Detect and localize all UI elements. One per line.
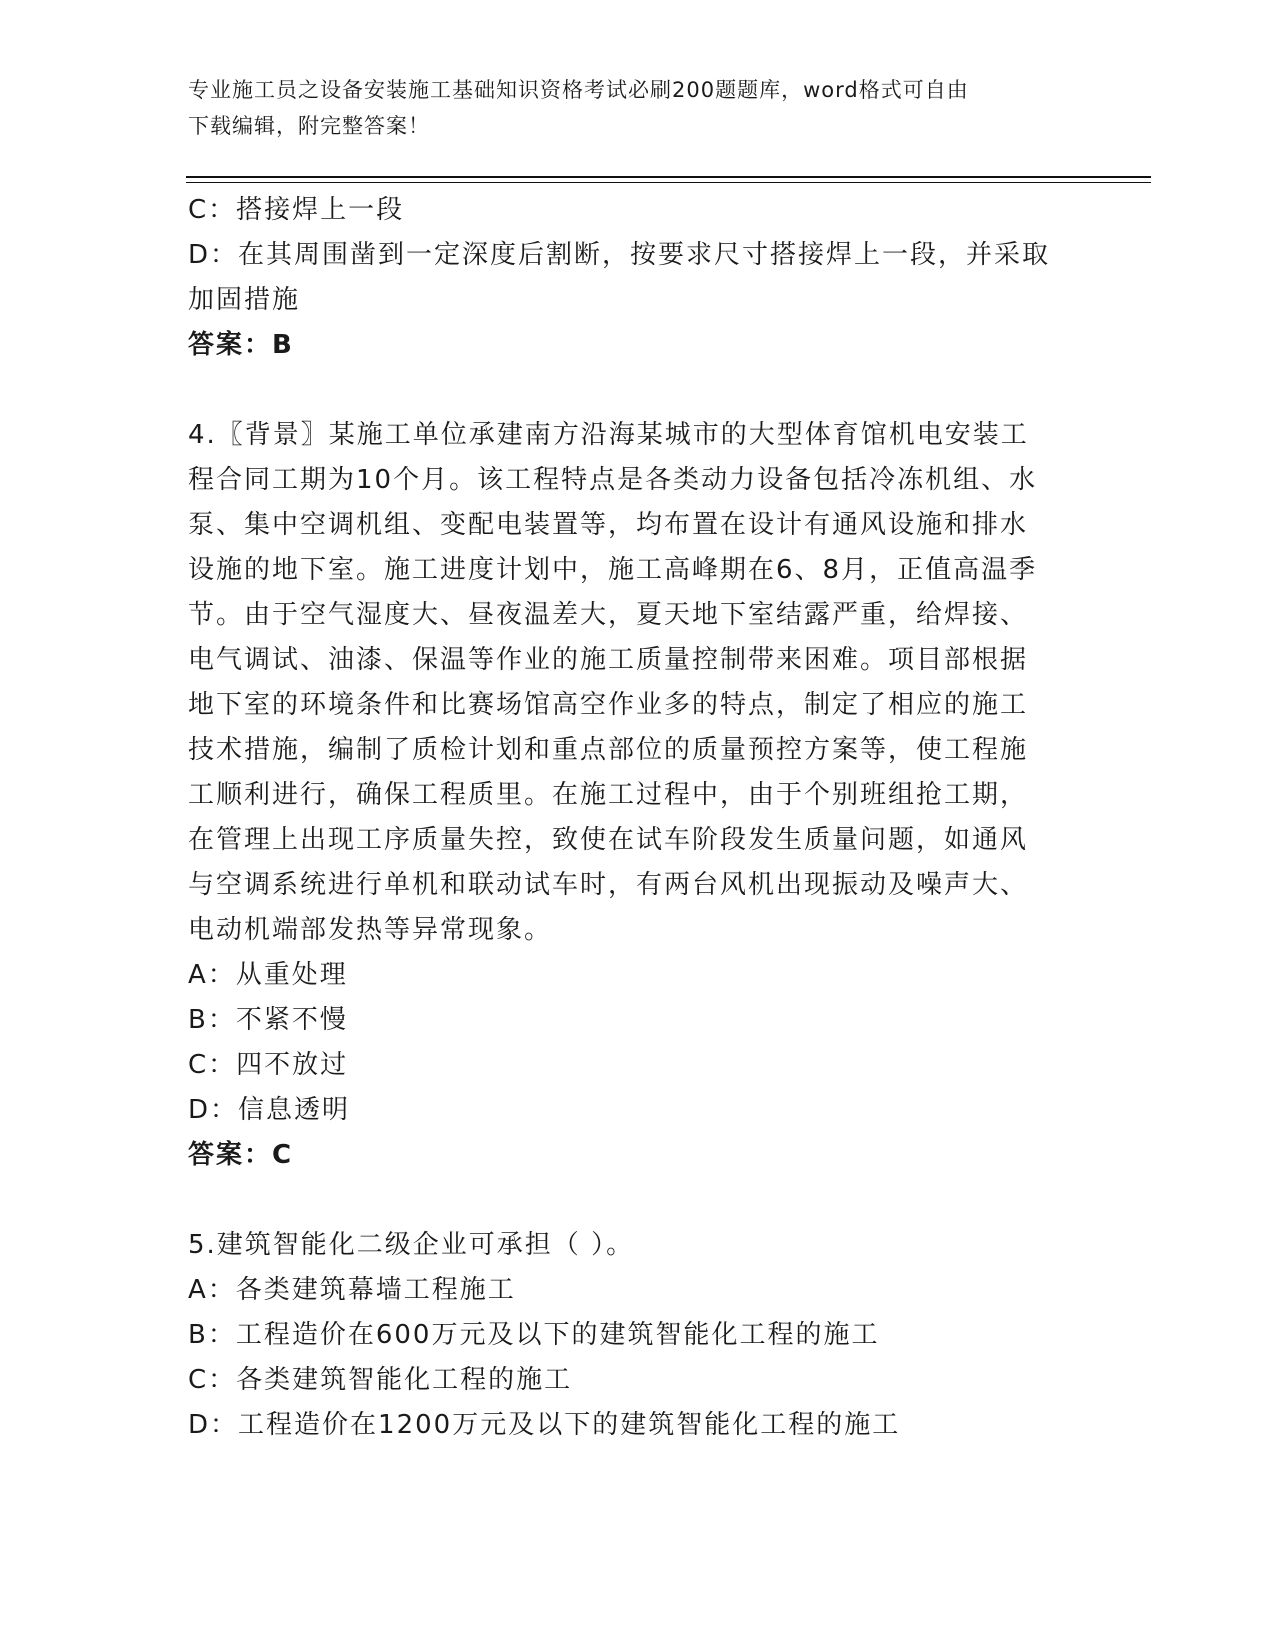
q5-option-d: D：工程造价在1200万元及以下的建筑智能化工程的施工 (188, 1410, 901, 1440)
q3-option-d-line-2: 加固措施 (188, 285, 301, 315)
q4-answer: 答案：C (188, 1140, 294, 1170)
q4-option-d: D：信息透明 (188, 1095, 351, 1125)
question-4 (188, 413, 1068, 1178)
q3-option-d-line-1: D：在其周围凿到一定深度后割断，按要求尺寸搭接焊上一段，并采取 (188, 240, 1051, 270)
header-divider-thick (186, 176, 1151, 178)
q4-stem-line: 电动机端部发热等异常现象。 (188, 915, 553, 945)
q4-stem-line: 地下室的环境条件和比赛场馆高空作业多的特点，制定了相应的施工 (188, 690, 1029, 720)
question-3-tail (188, 188, 1068, 368)
q4-stem-line: 在管理上出现工序质量失控，致使在试车阶段发生质量问题，如通风 (188, 825, 1029, 855)
q4-stem-line: 泵、集中空调机组、变配电装置等，均布置在设计有通风设施和排水 (188, 510, 1029, 540)
q4-stem-line: 技术措施，编制了质检计划和重点部位的质量预控方案等，使工程施 (188, 735, 1029, 765)
page-header (188, 72, 1068, 144)
q4-stem-line: 程合同工期为10个月。该工程特点是各类动力设备包括冷冻机组、水 (188, 465, 1038, 495)
q3-answer: 答案：B (188, 330, 294, 360)
q4-stem-line: 工顺利进行，确保工程质里。在施工过程中，由于个别班组抢工期， (188, 780, 1029, 810)
q4-option-a: A：从重处理 (188, 960, 348, 990)
q4-option-b: B：不紧不慢 (188, 1005, 348, 1035)
q4-stem-line: 4.〖背景〗某施工单位承建南方沿海某城市的大型体育馆机电安装工 (188, 420, 1029, 450)
q5-option-c: C：各类建筑智能化工程的施工 (188, 1365, 573, 1395)
q4-stem-line: 与空调系统进行单机和联动试车时，有两台风机出现振动及噪声大、 (188, 870, 1029, 900)
q5-option-a: A：各类建筑幕墙工程施工 (188, 1275, 516, 1305)
q4-stem-line: 节。由于空气湿度大、昼夜温差大，夏天地下室结露严重，给焊接、 (188, 600, 1029, 630)
question-5 (188, 1223, 1068, 1448)
q4-stem-line: 设施的地下室。施工进度计划中，施工高峰期在6、8月，正值高温季 (188, 555, 1038, 585)
header-line-2: 下载编辑，附完整答案！ (188, 114, 430, 138)
header-line-1: 专业施工员之设备安装施工基础知识资格考试必刷200题题库，word格式可自由 (188, 78, 969, 102)
q4-stem-line: 电气调试、油漆、保温等作业的施工质量控制带来困难。项目部根据 (188, 645, 1029, 675)
q3-option-c: C：搭接焊上一段 (188, 195, 405, 225)
spacer (188, 368, 1068, 413)
q5-option-b: B：工程造价在600万元及以下的建筑智能化工程的施工 (188, 1320, 880, 1350)
spacer (188, 1178, 1068, 1223)
q4-option-c: C：四不放过 (188, 1050, 349, 1080)
document-body (188, 188, 1068, 1448)
q5-stem: 5.建筑智能化二级企业可承担（ ）。 (188, 1230, 635, 1260)
header-divider-thin (186, 182, 1151, 183)
q4-stem (188, 413, 1068, 953)
